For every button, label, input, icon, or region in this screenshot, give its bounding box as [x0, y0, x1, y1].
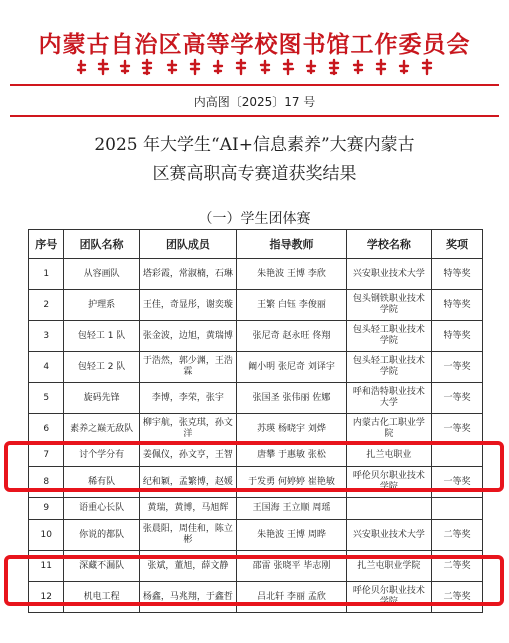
school-name: 呼伦贝尔职业技术学院 — [346, 582, 431, 613]
table-row — [29, 498, 483, 520]
table-row — [29, 467, 483, 498]
table-row — [29, 520, 483, 551]
row-number: 10 — [29, 520, 64, 551]
award: 特等奖 — [432, 321, 483, 352]
team-name: 素养之巅无敌队 — [64, 414, 139, 445]
school-name: 兴安职业技术大学 — [346, 259, 431, 290]
school-name: 包头轻工职业技术学院 — [346, 352, 431, 383]
school-name: 呼和浩特职业技术大学 — [346, 383, 431, 414]
school-name: 包头钢铁职业技术学院 — [346, 290, 431, 321]
table-row — [29, 321, 483, 352]
header-divider-bottom — [10, 115, 499, 117]
column-header: 奖项 — [432, 230, 483, 259]
table-row — [29, 352, 483, 383]
award: 二等奖 — [432, 520, 483, 551]
team-name: 护理系 — [64, 290, 139, 321]
row-number: 7 — [29, 445, 64, 467]
column-header: 指导教师 — [237, 230, 347, 259]
table-row — [29, 414, 483, 445]
team-members: 王佳，奇显彤，谢奕璇 — [139, 290, 236, 321]
award: 特等奖 — [432, 259, 483, 290]
table-row — [29, 383, 483, 414]
instructors: 吕北轩 李丽 孟欣 — [237, 582, 347, 613]
school-name: 包头轻工职业技术学院 — [346, 321, 431, 352]
school-name: 扎兰屯职业学院 — [346, 551, 431, 582]
section-heading: （一）学生团体赛 — [198, 211, 311, 227]
award: 一等奖 — [432, 467, 483, 498]
award: 一等奖 — [432, 383, 483, 414]
team-members: 于浩然，郭少渊，王浩霖 — [139, 352, 236, 383]
organization-name: 内蒙古自治区高等学校图书馆工作委员会 — [38, 31, 471, 58]
row-number: 5 — [29, 383, 64, 414]
team-members: 姜佩仪，孙文亨，王智 — [139, 445, 236, 467]
team-members: 塔彩霞，常淑楠，石琳 — [139, 259, 236, 290]
column-header: 团队成员 — [139, 230, 236, 259]
team-members: 李博，李荣，张宇 — [139, 383, 236, 414]
column-header: 序号 — [29, 230, 64, 259]
team-name: 稀有队 — [64, 467, 139, 498]
award: 二等奖 — [432, 551, 483, 582]
row-number: 12 — [29, 582, 64, 613]
table-row — [29, 445, 483, 467]
row-number: 6 — [29, 414, 64, 445]
table-row — [29, 551, 483, 582]
instructors: 苏瑛 杨晓宇 刘烨 — [237, 414, 347, 445]
row-number: 3 — [29, 321, 64, 352]
instructors: 邵雷 张晓平 毕志刚 — [237, 551, 347, 582]
table-row — [29, 259, 483, 290]
school-name: 扎兰屯职业 — [346, 445, 431, 467]
header-divider-top — [10, 84, 499, 86]
row-number: 2 — [29, 290, 64, 321]
team-name: 语重心长队 — [64, 498, 139, 520]
team-name: 机电工程 — [64, 582, 139, 613]
team-name: 深藏不漏队 — [64, 551, 139, 582]
award: 一等奖 — [432, 352, 483, 383]
column-header: 团队名称 — [64, 230, 139, 259]
team-name: 包轻工 1 队 — [64, 321, 139, 352]
team-members: 张晨阳，周佳和，陈立彬 — [139, 520, 236, 551]
team-members: 张金波，边旭，黄瑞博 — [139, 321, 236, 352]
row-number: 4 — [29, 352, 64, 383]
row-number: 1 — [29, 259, 64, 290]
awards-table — [28, 229, 483, 613]
instructors: 朱艳波 王博 周晔 — [237, 520, 347, 551]
team-name: 包轻工 2 队 — [64, 352, 139, 383]
school-name — [346, 498, 431, 520]
row-number: 8 — [29, 467, 64, 498]
school-name: 兴安职业技术大学 — [346, 520, 431, 551]
award — [432, 445, 483, 467]
table-row — [29, 290, 483, 321]
document-title-line-2: 区赛高职高专赛道获奖结果 — [152, 164, 357, 184]
instructors: 张国圣 张伟丽 佐娜 — [237, 383, 347, 414]
table-row — [29, 582, 483, 613]
team-name: 讨个学分有 — [64, 445, 139, 467]
award: 二等奖 — [432, 582, 483, 613]
award: 特等奖 — [432, 290, 483, 321]
team-members: 杨鑫，马兆翔，于鑫哲 — [139, 582, 236, 613]
instructors: 朱艳波 王博 李欣 — [237, 259, 347, 290]
instructors: 阚小明 张尼奇 刘译宇 — [237, 352, 347, 383]
award: 一等奖 — [432, 414, 483, 445]
column-header: 学校名称 — [346, 230, 431, 259]
team-members: 纪和颖，孟繁博，赵媛 — [139, 467, 236, 498]
school-name: 呼伦贝尔职业技术学院 — [346, 467, 431, 498]
instructors: 于发勇 何婷婷 崔艳敏 — [237, 467, 347, 498]
instructors: 王国海 王立顺 周瑶 — [237, 498, 347, 520]
table-header-row — [29, 230, 483, 259]
school-name: 内蒙古化工职业学院 — [346, 414, 431, 445]
mongolian-script-line — [75, 57, 435, 77]
document-title-line-1: 2025 年大学生“AI+信息素养”大赛内蒙古 — [94, 135, 415, 155]
instructors: 王繁 白钰 李俊丽 — [237, 290, 347, 321]
team-name: 旋码先锋 — [64, 383, 139, 414]
award — [432, 498, 483, 520]
team-name: 你说的都队 — [64, 520, 139, 551]
instructors: 唐攀 于惠敏 张松 — [237, 445, 347, 467]
team-members: 张斌，董旭，薛文静 — [139, 551, 236, 582]
team-members: 柳宇航，张克琪，孙文洋 — [139, 414, 236, 445]
row-number: 9 — [29, 498, 64, 520]
team-members: 黄瑞，黄博，马旭辉 — [139, 498, 236, 520]
team-name: 从容画队 — [64, 259, 139, 290]
document-number: 内高图〔2025〕17 号 — [193, 95, 316, 109]
instructors: 张尼奇 赵永旺 佟翔 — [237, 321, 347, 352]
row-number: 11 — [29, 551, 64, 582]
